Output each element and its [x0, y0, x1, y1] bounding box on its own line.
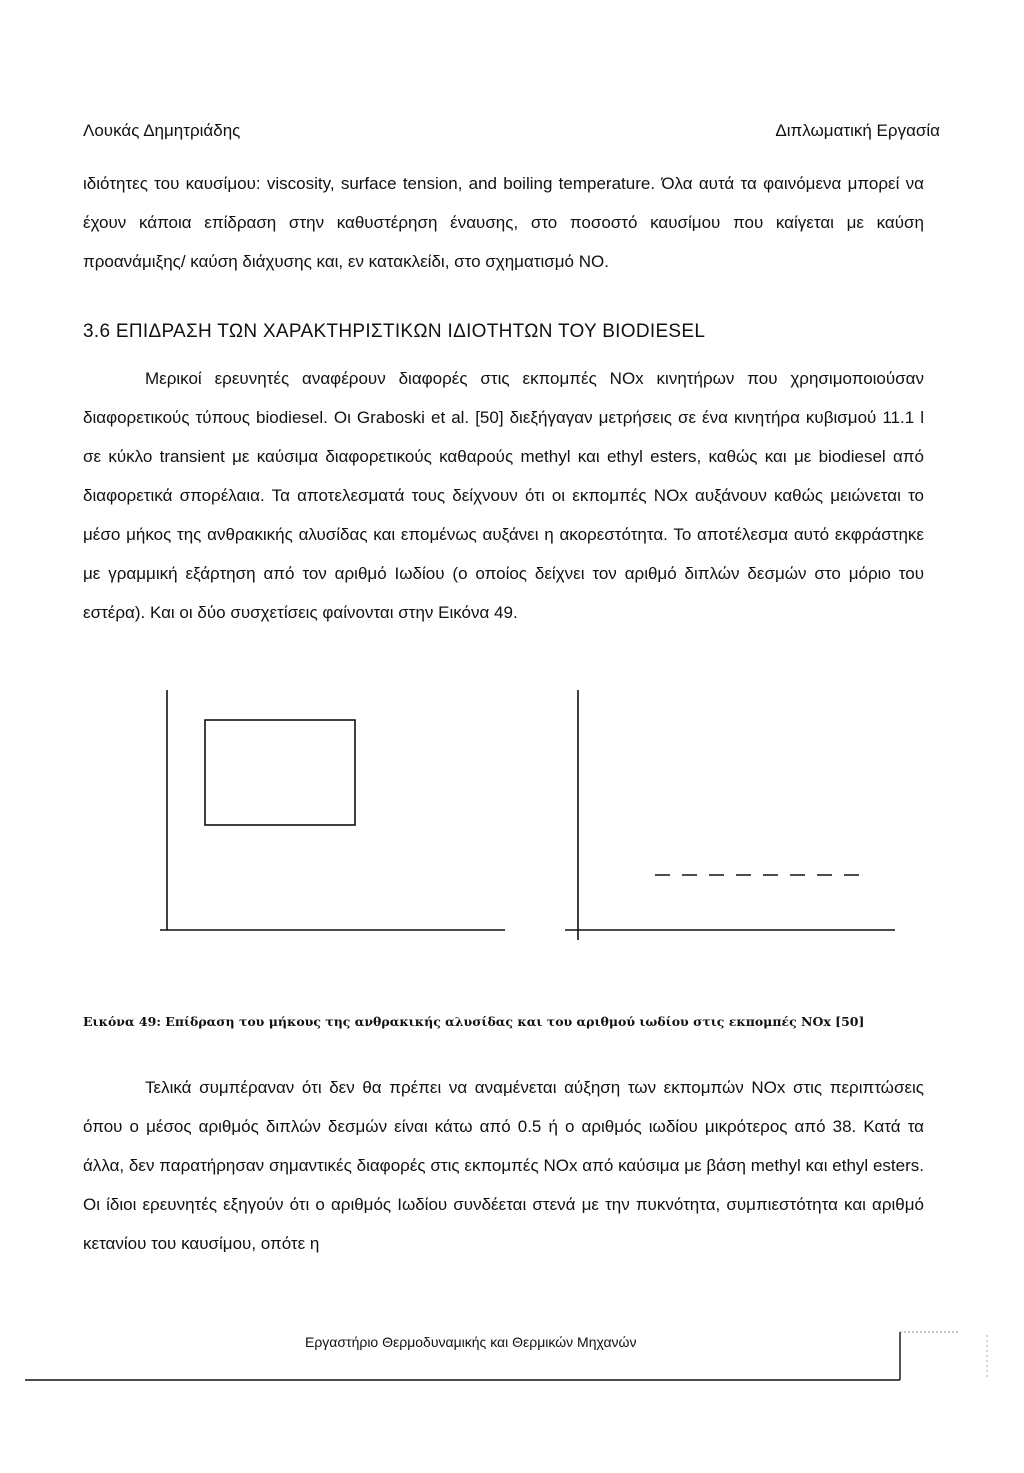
figure-caption: Εικόνα 49: Επίδραση του μήκους της ανθρακικής αλυσίδας και του αριθμού ιωδίου στις εκπομπές NOx [50] — [83, 1014, 865, 1029]
paragraph-graboski: Μερικοί ερευνητές αναφέρουν διαφορές στις εκπομπές NOx κινητήρων που χρησιμοποιούσαν διαφορετικούς τύπους biodiesel. Οι Graboski et al. [50] διεξήγαγαν μετρήσεις σε ένα κινητήρα κυβισμού 11.1 l σε κύκλο transient με καύσιμα διαφορετικούς καθαρούς methyl και ethyl esters, καθώς και με biodiesel από διαφορετικά σπορέλαια. Τα αποτελεσματά τους δείχνουν ότι οι εκπομπές NOx αυξάνουν καθώς μειώνεται το μέσο μήκος της ανθρακικής αλυσίδας και επομένως αυξάνει η ακορεστότητα. Το αποτέλεσμα αυτό εκφράστηκε με γραμμική εξάρτηση από τον αριθμό Ιωδίου (ο οποίος δείχνει τον αριθμό διπλών δεσμών στο μόριο του εστέρα). Και οι δύο συσχετίσεις φαίνονται στην Εικόνα 49. — [83, 369, 924, 622]
header-doc-type: Διπλωματική Εργασία — [775, 121, 940, 140]
footer-lab-name: Εργαστήριο Θερμοδυναμικής και Θερμικών Μηχανών — [305, 1334, 637, 1350]
figure-49 — [150, 690, 910, 950]
left-plot-frame — [160, 690, 505, 930]
right-plot-frame — [565, 690, 895, 940]
header-author: Λουκάς Δημητριάδης — [83, 121, 241, 140]
footer-rule — [25, 1330, 995, 1390]
paragraph-conclusion: Τελικά συμπέραναν ότι δεν θα πρέπει να αναμένεται αύξηση των εκπομπών NOx στις περιπτώσεις όπου ο μέσος αριθμός διπλών δεσμών είναι κάτω από 0.5 ή ο αριθμός ιωδίου μικρότερος από 38. Κατά τα άλλα, δεν παρατήρησαν σημαντικές διαφορές στις εκπομπές NOx από καύσιμα με βάση methyl και ethyl esters. Οι ίδιοι ερευνητές εξηγούν ότι ο αριθμός Ιωδίου συνδέεται στενά με την πυκνότητα, συμπιεστότητα και αριθμό κετανίου του καυσίμου, οπότε η — [83, 1078, 924, 1253]
left-plot-legend-box — [205, 720, 355, 825]
paragraph-intro: ιδιότητες του καυσίμου: viscosity, surface tension, and boiling temperature. Όλα αυτά τα φαινόμενα μπορεί να έχουν κάποια επίδραση στην καθυστέρηση έναυσης, στο ποσοστό καυσίμου που καίγεται με καύση προανάμιξης/ καύση διάχυσης και, εν κατακλείδι, στο σχηματισμό NO. — [83, 174, 924, 271]
section-heading: 3.6 ΕΠΙΔΡΑΣΗ ΤΩΝ ΧΑΡΑΚΤΗΡΙΣΤΙΚΩΝ ΙΔΙΟΤΗΤΩΝ ΤΟΥ BIODIESEL — [83, 321, 706, 342]
